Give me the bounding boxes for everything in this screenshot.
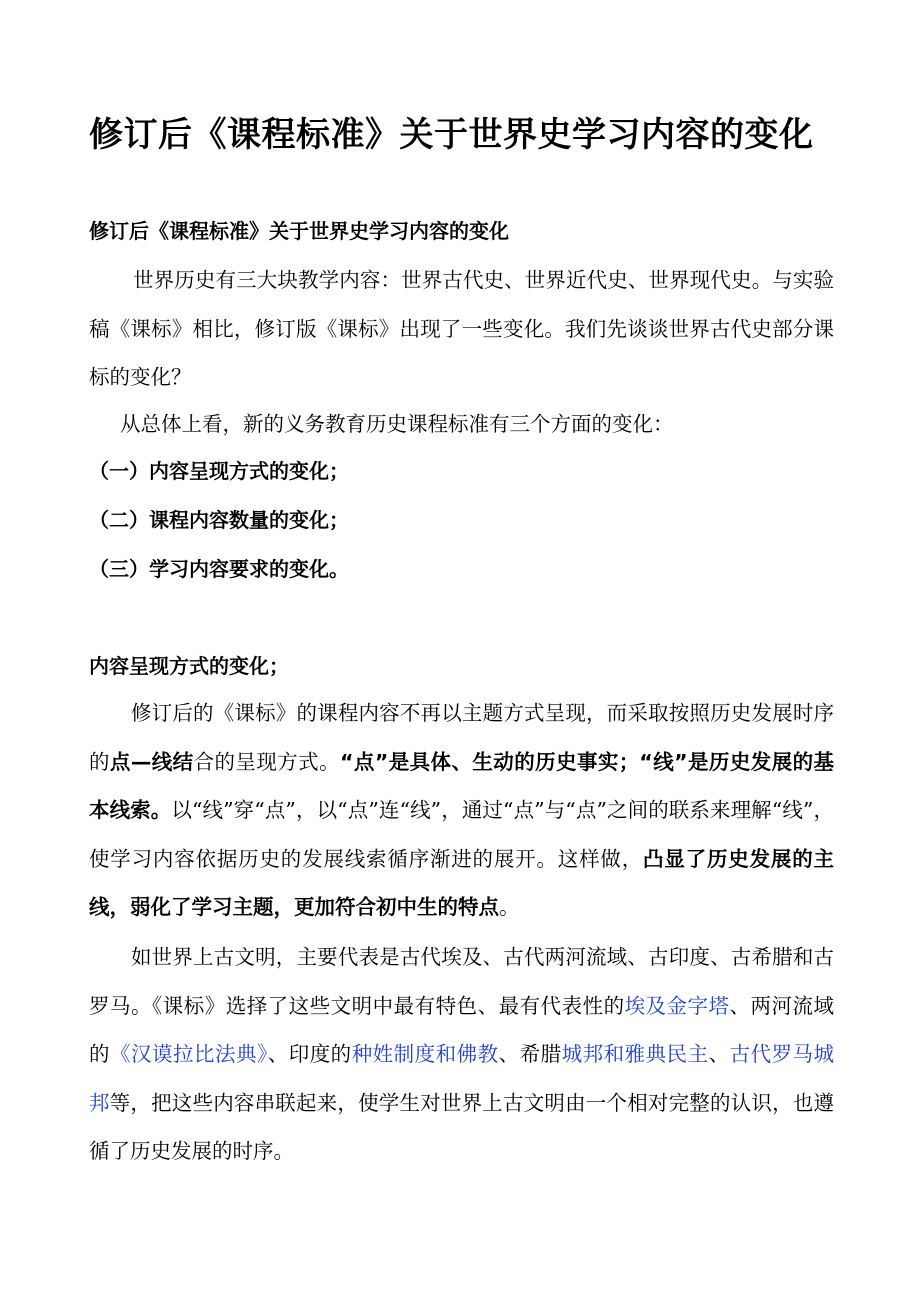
- emphasis-definition: “点”是具体、生动的历史事实；“线”是历史发展的基本线索。: [89, 749, 834, 822]
- paragraph-presentation: [89, 689, 834, 932]
- text-run: 以“线”穿“点”，以“点”连“线”，通过“点”与“点”之间的联系来理解“线”，使学习内容依据历史的发展线索循序渐进的展开。这样做，: [89, 798, 834, 871]
- emphasis-point-line: 点—线结: [109, 749, 194, 774]
- text-run: 、印度的: [267, 1042, 352, 1066]
- text-run: 合的呈现方式。: [193, 749, 341, 774]
- text-run: 、两河流域的: [89, 993, 835, 1066]
- text-run: 修订后的《课标》的课程内容不再以主题方式呈现，而采取按照历史发展时序的: [89, 701, 834, 774]
- link-egypt-pyramids[interactable]: 埃及金字塔: [624, 993, 730, 1018]
- emphasis-conclusion: 凸显了历史发展的主线，弱化了学习主题，更加符合初中生的特点: [89, 846, 835, 919]
- text-run: 、: [708, 1042, 730, 1066]
- text-run: 。: [499, 895, 520, 919]
- change-item-1: （一）内容呈现方式的变化；: [89, 459, 349, 483]
- link-city-states-athenian-democracy[interactable]: 城邦和雅典民主: [561, 1042, 709, 1066]
- paragraph-overview: 世界历史有三大块教学内容：世界古代史、世界近代史、世界现代史。与实验稿《课标》相比，修订版《课标》出现了一些变化。我们先谈谈世界古代史部分课标的变化？: [89, 268, 834, 389]
- link-ancient-roman-city-state[interactable]: 古代罗马城邦: [89, 1042, 835, 1115]
- text-run: 如世界上古文明，主要代表是古代埃及、古代两河流域、古印度、古希腊和古罗马。《课标》选择了这些文明中最有特色、最有代表性的: [89, 945, 834, 1018]
- text-run: 等，把这些内容串联起来，使学生对世界上古文明由一个相对完整的认识，也遵循了历史发展的时序。: [89, 1090, 835, 1163]
- text-run: 、希腊: [498, 1042, 562, 1066]
- article-subtitle: 修订后《课程标准》关于世界史学习内容的变化: [89, 219, 509, 243]
- change-item-2: （二）课程内容数量的变化；: [89, 508, 349, 532]
- page-title: 修订后《课程标准》关于世界史学习内容的变化: [89, 115, 814, 155]
- paragraph-intro: 从总体上看，新的义务教育历史课程标准有三个方面的变化：: [120, 412, 674, 436]
- paragraph-ancient-civilizations: [89, 933, 834, 1176]
- change-item-3: （三）学习内容要求的变化。: [89, 557, 349, 581]
- link-code-of-hammurabi[interactable]: 《汉谟拉比法典》: [110, 1042, 268, 1066]
- link-caste-and-buddhism[interactable]: 种姓制度和佛教: [351, 1042, 499, 1066]
- section-heading: 内容呈现方式的变化；: [89, 654, 289, 678]
